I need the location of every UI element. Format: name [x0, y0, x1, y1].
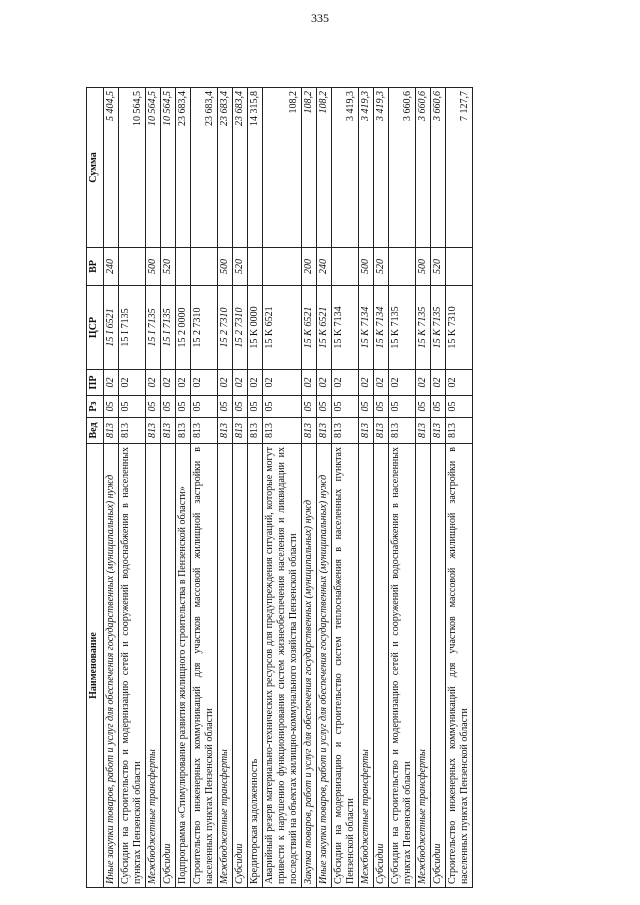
- cell-pr: 02: [104, 370, 119, 396]
- cell-vr: [191, 248, 218, 286]
- cell-rz: 05: [161, 396, 176, 418]
- cell-name: Закупка товаров, работ и услуг для обеспечения государственных (муниципальных) нужд: [302, 444, 317, 888]
- rotated-table-region: [86, 88, 564, 888]
- cell-csr: 15 K 6521: [317, 286, 332, 370]
- cell-sum: 3 660,6: [416, 88, 431, 248]
- table-row: [263, 88, 302, 888]
- cell-sum: 108,2: [317, 88, 332, 248]
- cell-sum: 23 683,4: [218, 88, 233, 248]
- header-rz: Рз: [87, 396, 104, 418]
- cell-name: Субсидии: [431, 444, 446, 888]
- cell-pr: 02: [302, 370, 317, 396]
- table-row: [389, 88, 416, 888]
- table-row: [218, 88, 233, 888]
- cell-pr: 02: [332, 370, 359, 396]
- cell-name: Иные закупки товаров, работ и услуг для обеспечения государственных (муниципальных) нужд: [317, 444, 332, 888]
- cell-ved: 813: [248, 418, 263, 444]
- cell-rz: 05: [218, 396, 233, 418]
- cell-vr: 200: [302, 248, 317, 286]
- cell-ved: 813: [218, 418, 233, 444]
- table-row: [191, 88, 218, 888]
- table-row: [359, 88, 374, 888]
- cell-sum: 5 404,5: [104, 88, 119, 248]
- cell-vr: [332, 248, 359, 286]
- cell-csr: 15 I 7135: [119, 286, 146, 370]
- cell-ved: 813: [389, 418, 416, 444]
- cell-rz: 05: [416, 396, 431, 418]
- cell-sum: 108,2: [302, 88, 317, 248]
- cell-ved: 813: [119, 418, 146, 444]
- cell-name: Иные закупки товаров, работ и услуг для обеспечения государственных (муниципальных) нужд: [104, 444, 119, 888]
- cell-vr: 520: [233, 248, 248, 286]
- cell-pr: 02: [176, 370, 191, 396]
- cell-name: Субсидии: [161, 444, 176, 888]
- cell-csr: 15 K 7134: [359, 286, 374, 370]
- cell-pr: 02: [317, 370, 332, 396]
- cell-sum: 10 564,5: [161, 88, 176, 248]
- cell-vr: 520: [161, 248, 176, 286]
- cell-name: Субсидии на строительство и модернизацию сетей и сооружений водоснабжения в населенных пунктах Пензенской области: [389, 444, 416, 888]
- cell-ved: 813: [359, 418, 374, 444]
- cell-ved: 813: [416, 418, 431, 444]
- cell-rz: 05: [317, 396, 332, 418]
- cell-csr: 15 K 7135: [416, 286, 431, 370]
- cell-sum: 23 683,4: [191, 88, 218, 248]
- cell-rz: 05: [389, 396, 416, 418]
- cell-pr: 02: [233, 370, 248, 396]
- cell-pr: 02: [416, 370, 431, 396]
- cell-rz: 05: [431, 396, 446, 418]
- cell-name: Субсидии на строительство и модернизацию сетей и сооружений водоснабжения в населенных пунктах Пензенской области: [119, 444, 146, 888]
- table-row: [431, 88, 446, 888]
- cell-ved: 813: [317, 418, 332, 444]
- cell-sum: 10 564,5: [146, 88, 161, 248]
- cell-csr: 15 2 0000: [176, 286, 191, 370]
- cell-sum: 3 660,6: [431, 88, 446, 248]
- cell-pr: 02: [119, 370, 146, 396]
- table-body: [104, 88, 473, 888]
- cell-sum: 108,2: [263, 88, 302, 248]
- cell-csr: 15 K 6521: [263, 286, 302, 370]
- cell-csr: 15 2 7310: [233, 286, 248, 370]
- cell-name: Строительство инженерных коммуникаций для участков массовой жилищной застройки в населенных пунктах Пензенской области: [446, 444, 473, 888]
- cell-ved: 813: [332, 418, 359, 444]
- cell-name: Субсидии: [374, 444, 389, 888]
- cell-name: Аварийный резерв материально-технических ресурсов для предупреждения ситуаций, которые могут привести к нарушению функционирования систем жизнеобеспечения населения и ликвидации их последствий на объектах жилищно-коммунального хозяйства Пензенской области: [263, 444, 302, 888]
- cell-vr: [263, 248, 302, 286]
- cell-pr: 02: [431, 370, 446, 396]
- cell-vr: 500: [218, 248, 233, 286]
- cell-name: Межбюджетные трансферты: [359, 444, 374, 888]
- cell-rz: 05: [176, 396, 191, 418]
- cell-sum: 23 683,4: [233, 88, 248, 248]
- cell-pr: 02: [248, 370, 263, 396]
- cell-csr: 15 K 0000: [248, 286, 263, 370]
- cell-sum: 14 315,8: [248, 88, 263, 248]
- header-vr: ВР: [87, 248, 104, 286]
- cell-csr: 15 K 7134: [374, 286, 389, 370]
- cell-rz: 05: [446, 396, 473, 418]
- header-sum: Сумма: [87, 88, 104, 248]
- cell-ved: 813: [263, 418, 302, 444]
- cell-name: Строительство инженерных коммуникаций для участков массовой жилищной застройки в населенных пунктах Пензенской области: [191, 444, 218, 888]
- cell-rz: 05: [263, 396, 302, 418]
- cell-pr: 02: [389, 370, 416, 396]
- cell-vr: 500: [416, 248, 431, 286]
- table-row: [119, 88, 146, 888]
- cell-sum: 3 419,3: [359, 88, 374, 248]
- cell-ved: 813: [161, 418, 176, 444]
- cell-vr: [446, 248, 473, 286]
- cell-csr: 15 I 6521: [104, 286, 119, 370]
- cell-pr: 02: [161, 370, 176, 396]
- table-row: [446, 88, 473, 888]
- cell-ved: 813: [176, 418, 191, 444]
- table-row: [161, 88, 176, 888]
- cell-rz: 05: [233, 396, 248, 418]
- cell-rz: 05: [359, 396, 374, 418]
- cell-vr: 500: [146, 248, 161, 286]
- cell-ved: 813: [446, 418, 473, 444]
- cell-csr: 15 K 6521: [302, 286, 317, 370]
- cell-csr: 15 K 7134: [332, 286, 359, 370]
- cell-vr: [176, 248, 191, 286]
- cell-vr: 240: [317, 248, 332, 286]
- table-row: [176, 88, 191, 888]
- header-ved: Вед: [87, 418, 104, 444]
- table-row: [416, 88, 431, 888]
- cell-name: Субсидии: [233, 444, 248, 888]
- cell-rz: 05: [119, 396, 146, 418]
- cell-csr: 15 I 7135: [146, 286, 161, 370]
- cell-name: Подпрограмма «Стимулирование развития жилищного строительства в Пензенской области»: [176, 444, 191, 888]
- cell-pr: 02: [359, 370, 374, 396]
- table-row: [374, 88, 389, 888]
- cell-csr: 15 K 7135: [389, 286, 416, 370]
- cell-vr: [389, 248, 416, 286]
- cell-name: Субсидии на модернизацию и строительство систем теплоснабжения в населенных пунктах Пензенской области: [332, 444, 359, 888]
- header-name: Наименование: [87, 444, 104, 888]
- cell-sum: 3 660,6: [389, 88, 416, 248]
- cell-vr: 520: [374, 248, 389, 286]
- cell-name: Кредиторская задолженность: [248, 444, 263, 888]
- page-number: 335: [311, 11, 329, 25]
- cell-rz: 05: [191, 396, 218, 418]
- cell-sum: 23 683,4: [176, 88, 191, 248]
- cell-ved: 813: [191, 418, 218, 444]
- cell-vr: [119, 248, 146, 286]
- cell-sum: 10 564,5: [119, 88, 146, 248]
- cell-rz: 05: [104, 396, 119, 418]
- cell-sum: 3 419,3: [332, 88, 359, 248]
- header-csr: ЦСР: [87, 286, 104, 370]
- cell-sum: 3 419,3: [374, 88, 389, 248]
- cell-ved: 813: [374, 418, 389, 444]
- cell-pr: 02: [191, 370, 218, 396]
- table-row: [146, 88, 161, 888]
- cell-ved: 813: [302, 418, 317, 444]
- cell-csr: 15 2 7310: [218, 286, 233, 370]
- table-row: [317, 88, 332, 888]
- header-row: [87, 88, 104, 888]
- cell-csr: 15 2 7310: [191, 286, 218, 370]
- cell-ved: 813: [431, 418, 446, 444]
- cell-sum: 7 127,7: [446, 88, 473, 248]
- cell-pr: 02: [263, 370, 302, 396]
- cell-rz: 05: [302, 396, 317, 418]
- cell-csr: 15 I 7135: [161, 286, 176, 370]
- budget-table: [86, 87, 473, 888]
- cell-rz: 05: [374, 396, 389, 418]
- cell-vr: 240: [104, 248, 119, 286]
- cell-name: Межбюджетные трансферты: [146, 444, 161, 888]
- header-pr: ПР: [87, 370, 104, 396]
- cell-name: Межбюджетные трансферты: [416, 444, 431, 888]
- cell-name: Межбюджетные трансферты: [218, 444, 233, 888]
- cell-ved: 813: [146, 418, 161, 444]
- cell-vr: 520: [431, 248, 446, 286]
- cell-pr: 02: [146, 370, 161, 396]
- cell-pr: 02: [374, 370, 389, 396]
- cell-ved: 813: [104, 418, 119, 444]
- table-row: [104, 88, 119, 888]
- cell-rz: 05: [146, 396, 161, 418]
- table-row: [332, 88, 359, 888]
- table-row: [302, 88, 317, 888]
- table-row: [233, 88, 248, 888]
- cell-pr: 02: [446, 370, 473, 396]
- cell-vr: 500: [359, 248, 374, 286]
- table-row: [248, 88, 263, 888]
- cell-rz: 05: [248, 396, 263, 418]
- cell-csr: 15 K 7310: [446, 286, 473, 370]
- cell-ved: 813: [233, 418, 248, 444]
- cell-pr: 02: [218, 370, 233, 396]
- cell-vr: [248, 248, 263, 286]
- cell-rz: 05: [332, 396, 359, 418]
- cell-csr: 15 K 7135: [431, 286, 446, 370]
